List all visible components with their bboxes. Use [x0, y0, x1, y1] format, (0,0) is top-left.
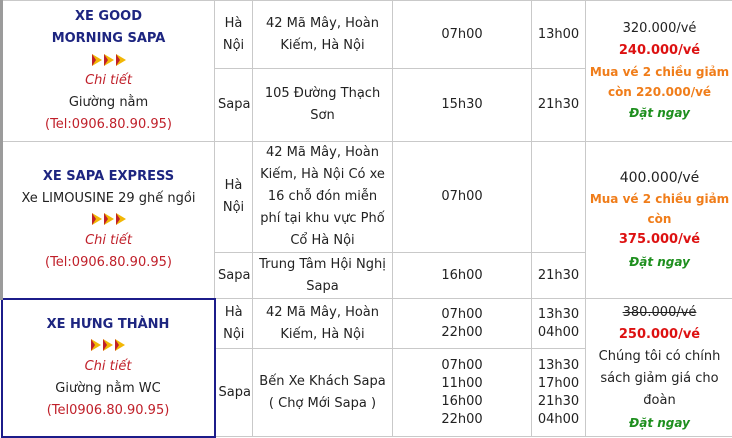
detail-link[interactable]: Chi tiết [6, 70, 211, 92]
arrive-times [532, 299, 586, 349]
phone-number[interactable]: (Tel:0906.80.90.95) [6, 252, 211, 274]
book-now-link[interactable]: Đặt ngay [589, 251, 730, 273]
arrive-times [532, 349, 586, 437]
operator-cell-good-morning [2, 1, 215, 142]
pickup-address: 42 Mã Mây, Hoàn Kiếm, Hà Nội [253, 299, 393, 349]
pickup-address: 42 Mã Mây, Hoàn Kiếm, Hà Nội Có xe 16 chỗ đón miễn phí tại khu vực Phố Cổ Hà Nội [253, 142, 393, 253]
departure-city: Sapa [215, 253, 253, 299]
departure-city: Hà Nội [215, 1, 253, 69]
arrive-time: 17h00 [535, 375, 582, 393]
promo-text: Mua vé 2 chiều giảm còn 220.000/vé [589, 62, 730, 102]
pickup-address: 42 Mã Mây, Hoàn Kiếm, Hà Nội [253, 1, 393, 69]
phone-number[interactable]: (Tel0906.80.90.95) [6, 400, 211, 422]
arrive-time: 21h30 [535, 393, 582, 411]
sale-price: 240.000/vé [589, 40, 730, 62]
table-row [2, 299, 732, 349]
operator-cell-hung-thanh [2, 299, 215, 437]
triple-arrow-icon [6, 211, 211, 229]
depart-times [393, 349, 532, 437]
pickup-address: Trung Tâm Hội Nghị Sapa [253, 253, 393, 299]
arrive-time: 21h30 [532, 69, 586, 142]
price-cell [586, 142, 732, 299]
pickup-address: Bến Xe Khách Sapa ( Chợ Mới Sapa ) [253, 349, 393, 437]
departure-city: Hà Nội [215, 142, 253, 253]
depart-time: 16h00 [396, 393, 528, 411]
sale-price: 375.000/vé [589, 229, 730, 251]
promo-text: Chúng tôi có chính sách giảm giá cho đoàn [589, 346, 730, 412]
depart-time: 07h00 [396, 357, 528, 375]
depart-time: 07h00 [396, 306, 528, 324]
operator-cell-sapa-express [2, 142, 215, 299]
arrive-time: 21h30 [532, 253, 586, 299]
depart-time: 22h00 [396, 411, 528, 429]
book-now-link[interactable]: Đặt ngay [589, 412, 730, 434]
phone-number[interactable]: (Tel:0906.80.90.95) [6, 114, 211, 136]
vehicle-type: Giường nằm WC [6, 378, 211, 400]
arrive-time: 04h00 [535, 411, 582, 429]
operator-name-line2[interactable]: MORNING SAPA [6, 28, 211, 50]
price-cell [586, 299, 732, 437]
departure-city: Sapa [215, 349, 253, 437]
book-now-link[interactable]: Đặt ngay [589, 102, 730, 124]
depart-time: 11h00 [396, 375, 528, 393]
arrive-time: 13h30 [535, 357, 582, 375]
detail-link[interactable]: Chi tiết [6, 356, 211, 378]
detail-link[interactable]: Chi tiết [6, 230, 211, 252]
promo-text: Mua vé 2 chiều giảm còn [589, 189, 730, 229]
triple-arrow-icon [6, 51, 211, 69]
depart-time: 22h00 [396, 324, 528, 342]
pickup-address: 105 Đường Thạch Sơn [253, 69, 393, 142]
arrive-time [532, 142, 586, 253]
arrive-time: 04h00 [535, 324, 582, 342]
arrive-time: 13h30 [535, 306, 582, 324]
original-price: 320.000/vé [589, 18, 730, 40]
table-row [2, 142, 732, 253]
vehicle-type: Xe LIMOUSINE 29 ghế ngồi [6, 188, 211, 210]
depart-times [393, 299, 532, 349]
vehicle-type: Giường nằm [6, 92, 211, 114]
depart-time: 15h30 [393, 69, 532, 142]
operator-name[interactable]: XE GOOD [6, 6, 211, 28]
depart-time: 07h00 [393, 1, 532, 69]
sale-price: 250.000/vé [589, 324, 730, 346]
departure-city: Hà Nội [215, 299, 253, 349]
original-price: 400.000/vé [589, 167, 730, 189]
departure-city: Sapa [215, 69, 253, 142]
depart-time: 16h00 [393, 253, 532, 299]
triple-arrow-icon [6, 337, 211, 355]
price-cell [586, 1, 732, 142]
arrive-time: 13h00 [532, 1, 586, 69]
depart-time: 07h00 [393, 142, 532, 253]
operator-name[interactable]: XE HƯNG THÀNH [6, 314, 211, 336]
original-price: 380.000/vé [589, 302, 730, 324]
operator-name[interactable]: XE SAPA EXPRESS [6, 166, 211, 188]
table-row [2, 1, 732, 69]
